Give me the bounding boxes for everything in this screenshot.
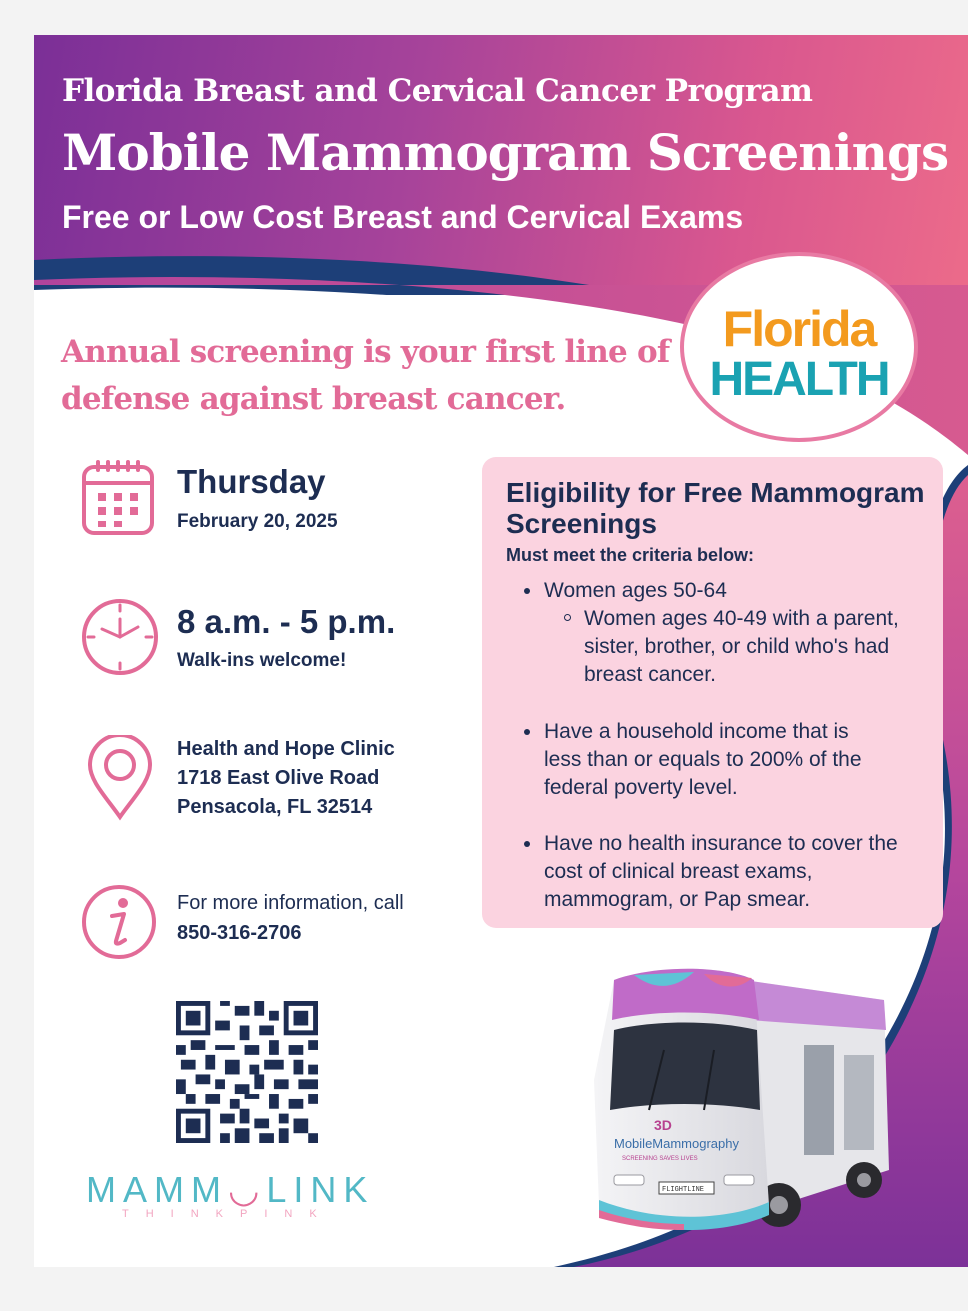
flyer-page [34, 35, 968, 1267]
list-subitem: Women ages 40-49 with a parent, sister, brother, or child who's had breast cancer. [584, 605, 924, 689]
tagline: Annual screening is your first line of defense against breast cancer. [61, 334, 670, 417]
mammolink-smile-icon: ◡ [227, 1169, 267, 1210]
florida-health-logo [680, 252, 918, 442]
clinic-street: 1718 East Olive Road [177, 767, 380, 789]
bus-slogan-label: SCREENING SAVES LIVES [622, 1156, 698, 1162]
info-label: For more information, call [177, 892, 404, 914]
mammolink-left: MAMM [86, 1169, 228, 1210]
page-subtitle: Free or Low Cost Breast and Cervical Exams [62, 199, 744, 235]
event-day: Thursday [177, 463, 326, 500]
event-location [177, 735, 395, 822]
event-date: February 20, 2025 [177, 511, 338, 532]
walk-ins-note: Walk-ins welcome! [177, 650, 347, 671]
mobile-mammography-bus [554, 960, 914, 1250]
mammolink-tagline: THINKPINK [122, 1208, 334, 1220]
clock-icon [80, 597, 160, 677]
eligibility-box [482, 457, 943, 928]
eligibility-subtitle: Must meet the criteria below: [506, 545, 755, 565]
bus-plate: FLIGHTLINE [662, 1186, 705, 1194]
info-phone[interactable]: 850-316-2706 [177, 922, 302, 944]
list-item: Women ages 50-64 [544, 577, 924, 605]
program-name: Florida Breast and Cervical Cancer Program [62, 73, 813, 109]
calendar-icon [80, 457, 156, 537]
mammolink-logo [86, 1169, 386, 1211]
bus-3d-label: 3D [654, 1117, 672, 1133]
list-item: Have no health insurance to cover the cost of clinical breast exams, mammogram, or Pap smear. [544, 830, 899, 914]
logo-health-text: HEALTH [709, 353, 889, 406]
logo-florida-text: Florida [722, 301, 876, 357]
event-time: 8 a.m. - 5 p.m. [177, 603, 396, 640]
qr-code[interactable] [176, 1001, 318, 1143]
info-icon [80, 883, 158, 961]
mammolink-right: LINK [266, 1169, 375, 1210]
location-pin-icon [86, 735, 154, 821]
page-title: Mobile Mammogram Screenings [62, 123, 949, 182]
bus-brand-label: MobileMammography [614, 1136, 739, 1151]
clinic-city: Pensacola, FL 32514 [177, 796, 373, 818]
list-item: Have a household income that is less than or equals to 200% of the federal poverty level. [544, 718, 889, 802]
clinic-name: Health and Hope Clinic [177, 738, 395, 760]
eligibility-title: Eligibility for Free Mammogram Screenings [506, 477, 925, 539]
